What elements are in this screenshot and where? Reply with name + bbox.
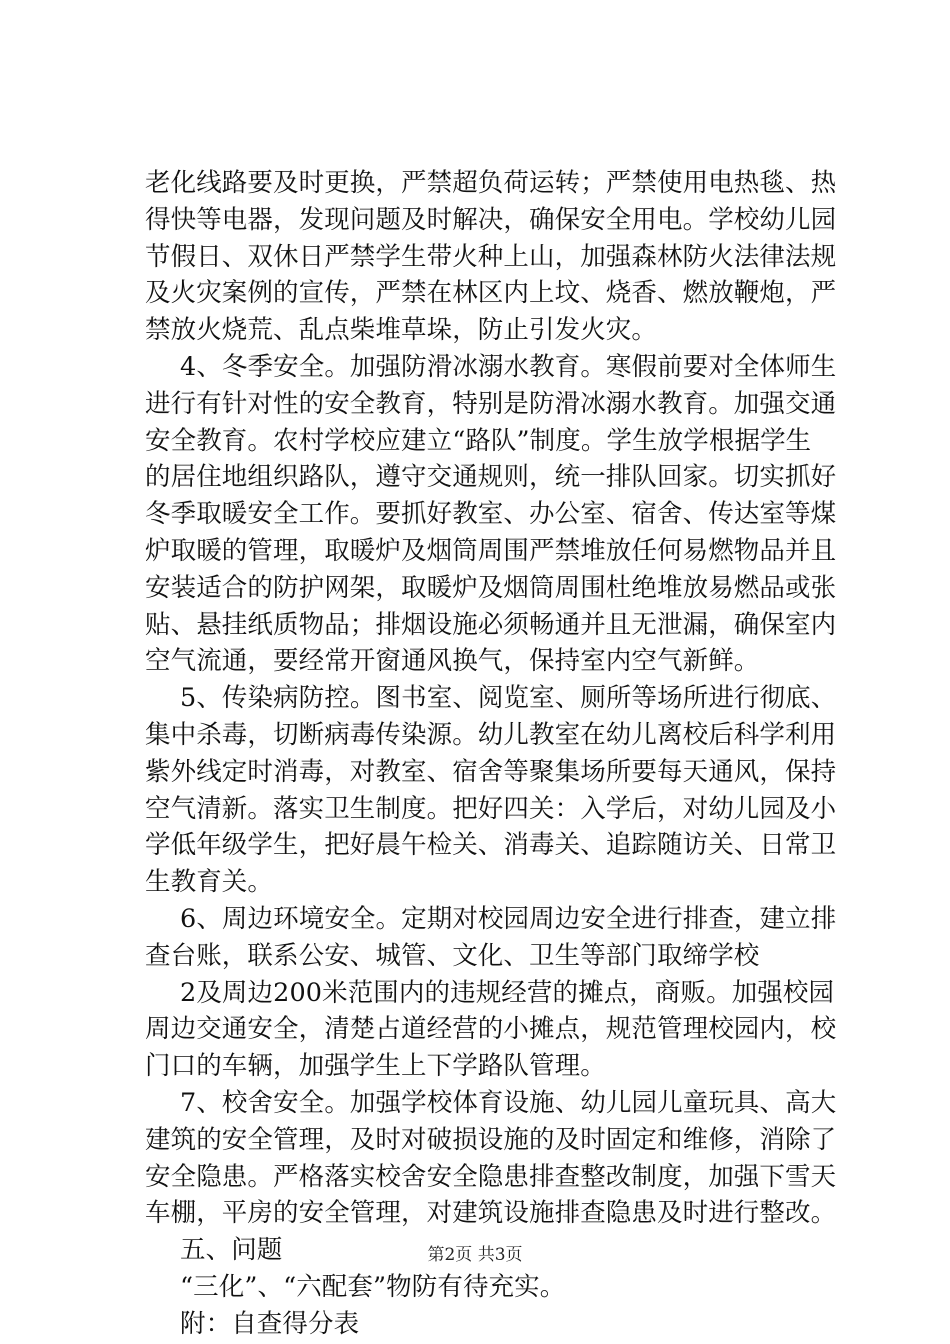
text-line: 门口的车辆，加强学生上下学路队管理。 [145, 1051, 606, 1082]
text-line: 建筑的安全管理，及时对破损设施的及时固定和维修，消除了 [145, 1124, 837, 1155]
text-line: 集中杀毒，切断病毒传染源。幼儿教室在幼儿离校后科学利用 [145, 719, 837, 750]
text-line: 禁放火烧荒、乱点柴堆草垛，防止引发火灾。 [145, 315, 658, 346]
text-line: 紫外线定时消毒，对教室、宿舍等聚集场所要每天通风，保持 [145, 756, 837, 787]
text-line: 2及周边200米范围内的违规经营的摊点，商贩。加强校园 [180, 977, 835, 1008]
text-line: 空气流通，要经常开窗通风换气，保持室内空气新鲜。 [145, 646, 760, 677]
text-line: 安全教育。农村学校应建立“路队”制度。学生放学根据学生 [145, 425, 812, 456]
text-line: 安装适合的防护网架，取暖炉及烟筒周围杜绝堆放易燃品或张 [145, 572, 837, 603]
text-line: 炉取暖的管理，取暖炉及烟筒周围严禁堆放任何易燃物品并且 [145, 535, 837, 566]
text-line: 空气清新。落实卫生制度。把好四关：入学后，对幼儿园及小 [145, 793, 837, 824]
text-line: “三化”、“六配套”物防有待充实。 [180, 1271, 566, 1302]
text-line: 5、传染病防控。图书室、阅览室、厕所等场所进行彻底、 [180, 683, 837, 714]
text-line: 安全隐患。严格落实校舍安全隐患排查整改制度，加强下雪天 [145, 1161, 837, 1192]
text-line: 节假日、双休日严禁学生带火种上山，加强森林防火法律法规 [145, 241, 837, 272]
text-line: 学低年级学生，把好晨午检关、消毒关、追踪随访关、日常卫 [145, 830, 837, 861]
text-line: 7、校舍安全。加强学校体育设施、幼儿园儿童玩具、高大 [180, 1087, 837, 1118]
text-line: 老化线路要及时更换，严禁超负荷运转；严禁使用电热毯、热 [145, 168, 837, 198]
text-line: 生教育关。 [145, 867, 274, 898]
text-line: 五、问题 [180, 1235, 283, 1266]
page-footer: 第2页 共3页 [427, 1245, 523, 1265]
text-line: 附：自查得分表 [180, 1308, 360, 1339]
text-line: 的居住地组织路队，遵守交通规则，统一排队回家。切实抓好 [145, 462, 837, 493]
text-line: 6、周边环境安全。定期对校园周边安全进行排查，建立排 [180, 903, 837, 934]
text-line: 查台账，联系公安、城管、文化、卫生等部门取缔学校 [145, 940, 760, 971]
text-line: 4、冬季安全。加强防滑冰溺水教育。寒假前要对全体师生 [180, 351, 837, 382]
text-line: 贴、悬挂纸质物品；排烟设施必须畅通并且无泄漏，确保室内 [145, 609, 837, 640]
text-line: 及火灾案例的宣传，严禁在林区内上坟、烧香、燃放鞭炮，严 [145, 278, 837, 309]
text-line: 冬季取暖安全工作。要抓好教室、办公室、宿舍、传达室等煤 [145, 499, 837, 530]
text-line: 进行有针对性的安全教育，特别是防滑冰溺水教育。加强交通 [145, 388, 837, 419]
text-line: 车棚，平房的安全管理，对建筑设施排查隐患及时进行整改。 [145, 1198, 837, 1229]
text-line: 得快等电器，发现问题及时解决，确保安全用电。学校幼儿园 [145, 204, 837, 235]
text-line: 周边交通安全，清楚占道经营的小摊点，规范管理校园内，校 [145, 1014, 837, 1045]
document-body [145, 165, 837, 1343]
